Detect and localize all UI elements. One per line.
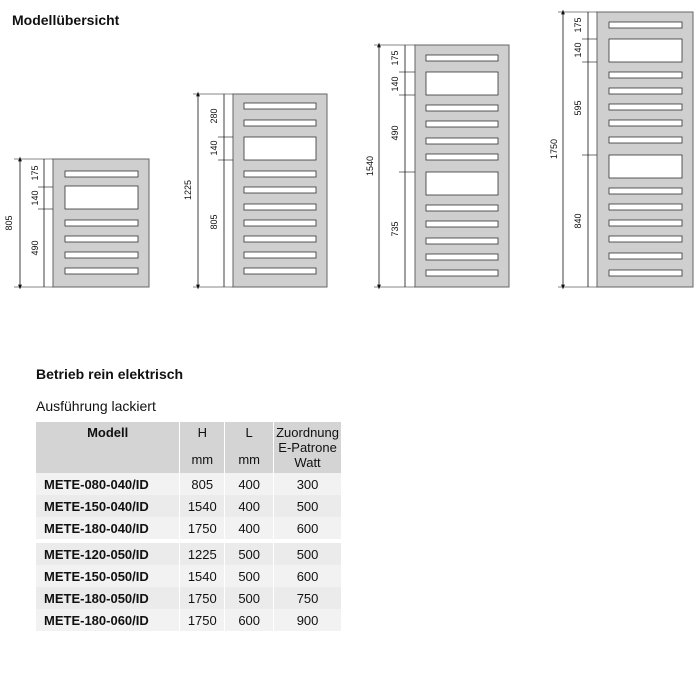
dim-805-seg3: 490 xyxy=(30,240,40,256)
dim-1225-seg3: 805 xyxy=(209,214,219,230)
cell-watt: 600 xyxy=(274,517,341,541)
dim-1750-seg2: 140 xyxy=(573,42,583,58)
cell-watt: 500 xyxy=(274,541,341,565)
cell-model: METE-080-040/ID xyxy=(44,476,149,492)
table-header-row xyxy=(36,422,341,473)
table-row xyxy=(36,495,341,517)
col-header-h-label: H xyxy=(197,425,207,440)
col-header-l-label: L xyxy=(245,425,253,440)
dim-1540-seg4: 735 xyxy=(390,221,400,237)
table-row xyxy=(36,517,341,541)
dim-1750-seg1: 175 xyxy=(573,17,583,33)
section-title: Betrieb rein elektrisch xyxy=(36,366,184,382)
section-subtitle: Ausführung lackiert xyxy=(36,398,156,414)
cell-h: 1225 xyxy=(180,541,225,565)
col-header-h xyxy=(180,422,225,473)
cell-l: 400 xyxy=(225,495,274,517)
dim-805-seg2: 140 xyxy=(30,190,40,206)
table-row xyxy=(36,587,341,609)
cell-model: METE-180-060/ID xyxy=(44,612,149,628)
cell-watt: 900 xyxy=(274,609,341,631)
cell-h: 1750 xyxy=(180,609,225,631)
model-table xyxy=(36,422,341,631)
radiator-1540 xyxy=(365,45,509,287)
radiator-1750 xyxy=(549,12,693,287)
table-row xyxy=(36,473,341,495)
cell-watt: 300 xyxy=(274,473,341,495)
col-header-h-unit: mm xyxy=(191,452,214,467)
cell-model: METE-180-040/ID xyxy=(44,520,149,536)
cell-l: 500 xyxy=(225,565,274,587)
cell-watt: 750 xyxy=(274,587,341,609)
col-header-assignment-line2: E-Patrone xyxy=(278,440,337,455)
cell-l: 400 xyxy=(225,517,274,541)
col-header-model: Modell xyxy=(36,422,180,473)
dim-1750-seg4: 840 xyxy=(573,213,583,229)
col-header-assignment-line3: Watt xyxy=(294,455,321,470)
model-overview-diagram xyxy=(0,0,700,320)
dim-1540-seg3: 490 xyxy=(390,125,400,141)
cell-l: 500 xyxy=(225,541,274,565)
table-row xyxy=(36,609,341,631)
dim-1540-seg2: 140 xyxy=(390,76,400,92)
dim-805-seg1: 175 xyxy=(30,165,40,181)
dim-1540-seg1: 175 xyxy=(390,50,400,66)
cell-h: 1540 xyxy=(180,565,225,587)
table-row xyxy=(36,565,341,587)
dim-1225-seg2: 140 xyxy=(209,140,219,156)
cell-h: 805 xyxy=(180,473,225,495)
cell-h: 1540 xyxy=(180,495,225,517)
col-header-l-unit: mm xyxy=(238,452,260,467)
radiator-805 xyxy=(4,159,149,287)
cell-h: 1750 xyxy=(180,517,225,541)
cell-l: 400 xyxy=(225,473,274,495)
dim-1750-total: 1750 xyxy=(549,138,559,160)
dim-1225-seg1: 280 xyxy=(209,108,219,124)
dim-1750-seg3: 595 xyxy=(573,100,583,116)
radiator-1225 xyxy=(183,94,327,287)
col-header-l xyxy=(225,422,274,473)
dim-805-total: 805 xyxy=(4,215,14,231)
cell-h: 1750 xyxy=(180,587,225,609)
dim-1540-total: 1540 xyxy=(365,155,375,177)
cell-l: 600 xyxy=(225,609,274,631)
cell-model: METE-120-050/ID xyxy=(36,541,180,565)
table-row xyxy=(36,541,341,565)
dim-1225-total: 1225 xyxy=(183,179,193,201)
cell-watt: 500 xyxy=(274,495,341,517)
cell-l: 500 xyxy=(225,587,274,609)
cell-model: METE-150-050/ID xyxy=(44,568,149,584)
cell-model: METE-150-040/ID xyxy=(44,498,149,514)
col-header-assignment xyxy=(274,422,341,473)
page-title: Modellübersicht xyxy=(12,12,120,28)
col-header-assignment-line1: Zuordnung xyxy=(276,425,339,440)
cell-model: METE-180-050/ID xyxy=(44,590,149,606)
cell-watt: 600 xyxy=(274,565,341,587)
